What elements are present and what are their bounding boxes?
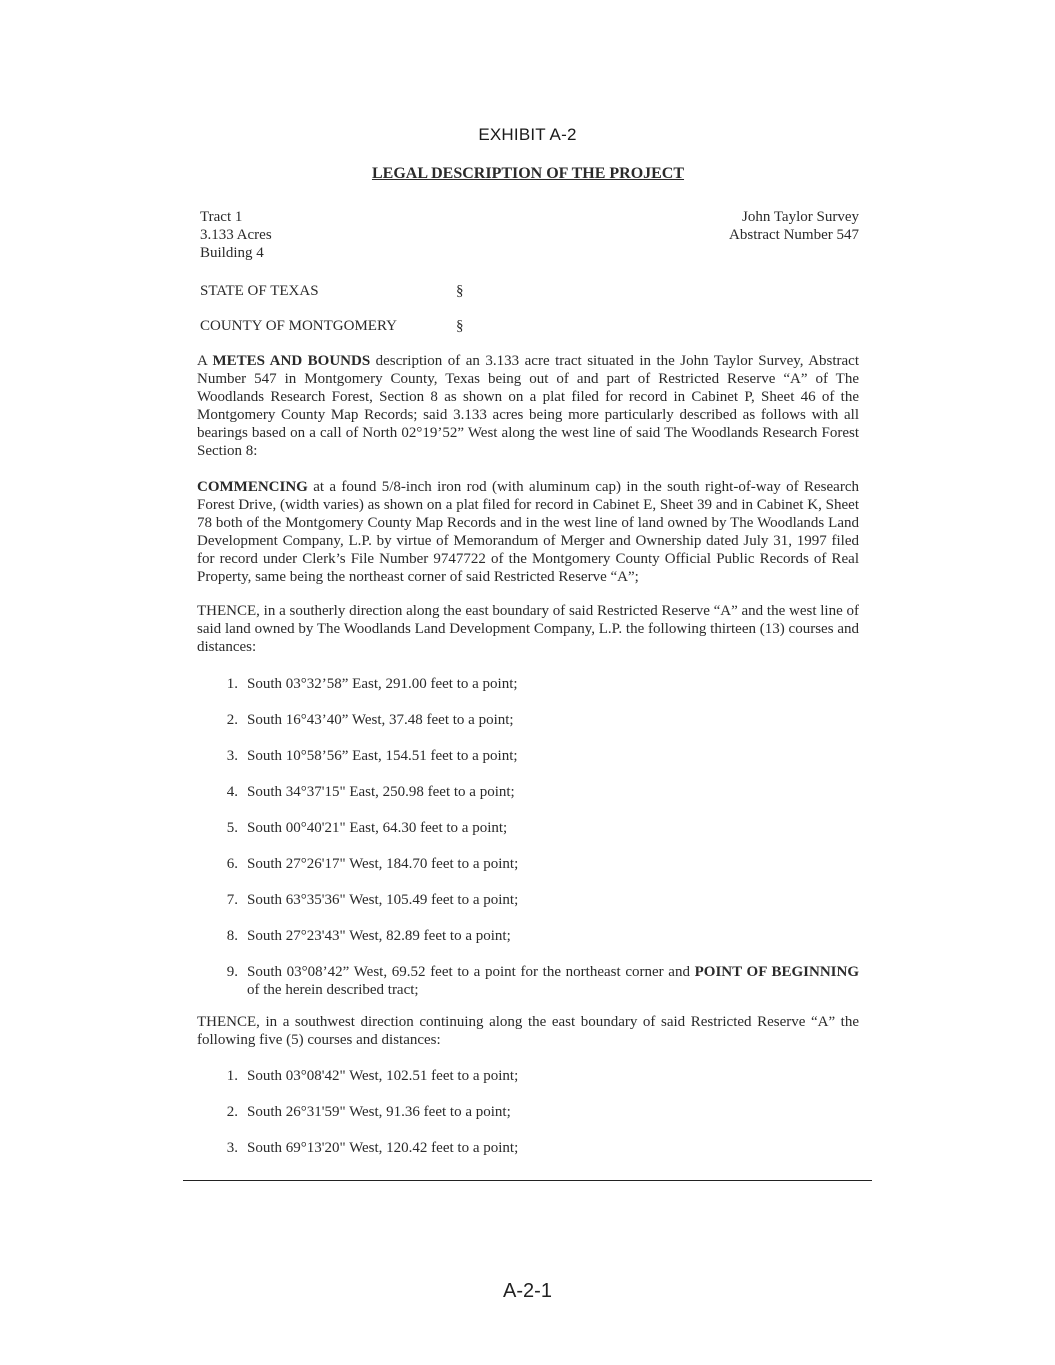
course-number: 1. (226, 1068, 238, 1084)
commencing-text: at a found 5/8-inch iron rod (with aluminum cap) in the south right-of-way of Research Forest Drive, (width varies) as shown on a plat filed for record in Cabinet E, Sheet 39 and in Cabinet K, Sheet 78 both of the Montgomery County Map Records and in the west line of land owned by The Woodlands Land Development Company, L.P. by virtue of Memorandum of Merger and Ownership dated July 31, 1997 filed for record under Clerk’s File Number 9747722 of the Montgomery County Official Public Records of Real Property, same being the northeast corner of said Restricted Reserve “A”; (197, 479, 859, 585)
course-number: 3. (226, 1140, 238, 1156)
course-text: South 63°35'36" West, 105.49 feet to a point; (247, 892, 519, 908)
course-text: South 27°23'43" West, 82.89 feet to a point; (247, 928, 511, 944)
course-text: South 16°43’40” West, 37.48 feet to a point; (247, 712, 514, 728)
thence-paragraph-2: THENCE, in a southwest direction continuing along the east boundary of said Restricted Reserve “A” the following five (5) courses and distances: (197, 1014, 859, 1048)
intro-paragraph (197, 353, 859, 460)
course-9-text: South 03°08’42” West, 69.52 feet to a point for the northeast corner and (247, 964, 695, 980)
course-number: 6. (226, 856, 238, 872)
footer-divider (183, 1180, 872, 1181)
course-number: 8. (226, 928, 238, 944)
county-line (200, 318, 600, 336)
tract-building: Building 4 (200, 244, 264, 261)
course-text: South 03°08'42" West, 102.51 feet to a point; (247, 1068, 519, 1084)
course-number: 7. (226, 892, 238, 908)
course-text: South 00°40'21" East, 64.30 feet to a point; (247, 820, 508, 836)
course-number: 1. (226, 676, 238, 692)
course-text: South 27°26'17" West, 184.70 feet to a point; (247, 856, 519, 872)
legal-description-heading: LEGAL DESCRIPTION OF THE PROJECT (371, 165, 685, 182)
page-number: A-2-1 (503, 1280, 552, 1302)
course-number: 3. (226, 748, 238, 764)
commencing-paragraph (197, 479, 859, 586)
tract-number: Tract 1 (200, 209, 243, 225)
course-9-suffix: of the herein described tract; (247, 981, 419, 998)
intro-prefix: A (197, 353, 213, 369)
abstract-number: Abstract Number 547 (729, 226, 859, 243)
course-text: South 34°37'15" East, 250.98 feet to a point; (247, 784, 515, 800)
course-number: 5. (226, 820, 238, 836)
course-number: 4. (226, 784, 238, 800)
survey-name: John Taylor Survey (742, 209, 859, 225)
exhibit-title: EXHIBIT A-2 (478, 125, 577, 144)
section-symbol: § (456, 283, 464, 299)
thence-paragraph-1: THENCE, in a southerly direction along the east boundary of said Restricted Reserve “A” and the west line of said land owned by The Woodlands Land Development Company, L.P. the following thirteen (13) courses and distances: (197, 603, 859, 655)
state-label: STATE OF TEXAS (200, 283, 319, 299)
intro-text: description of an 3.133 acre tract situated in the John Taylor Survey, Abstract Number 547 in Montgomery County, Texas being out of and part of Restricted Reserve “A” of The Woodlands Research Forest, Section 8 as shown on a plat filed for record in Cabinet P, Sheet 46 of the Montgomery County Map Records; said 3.133 acres being more particularly described as follows with all bearings based on a call of North 02°19’52” West along the west line of said The Woodlands Research Forest Section 8: (197, 353, 860, 459)
state-line (200, 283, 600, 301)
tract-acres: 3.133 Acres (200, 226, 272, 243)
course-text (247, 964, 859, 1000)
course-number: 9. (226, 964, 238, 980)
course-text: South 10°58’56” East, 154.51 feet to a point; (247, 748, 518, 764)
course-text: South 69°13'20" West, 120.42 feet to a point; (247, 1140, 519, 1156)
tract-info-right (729, 209, 859, 245)
point-of-beginning-bold: POINT OF BEGINNING (694, 964, 859, 980)
course-text: South 03°32’58” East, 291.00 feet to a point; (247, 676, 518, 692)
section-symbol: § (456, 318, 464, 334)
course-number: 2. (226, 1104, 238, 1120)
course-number: 2. (226, 712, 238, 728)
metes-and-bounds-bold: METES AND BOUNDS (212, 353, 371, 369)
tract-info-left (200, 209, 272, 263)
county-label: COUNTY OF MONTGOMERY (200, 318, 397, 334)
commencing-bold: COMMENCING (197, 479, 308, 495)
course-text: South 26°31'59" West, 91.36 feet to a point; (247, 1104, 511, 1120)
